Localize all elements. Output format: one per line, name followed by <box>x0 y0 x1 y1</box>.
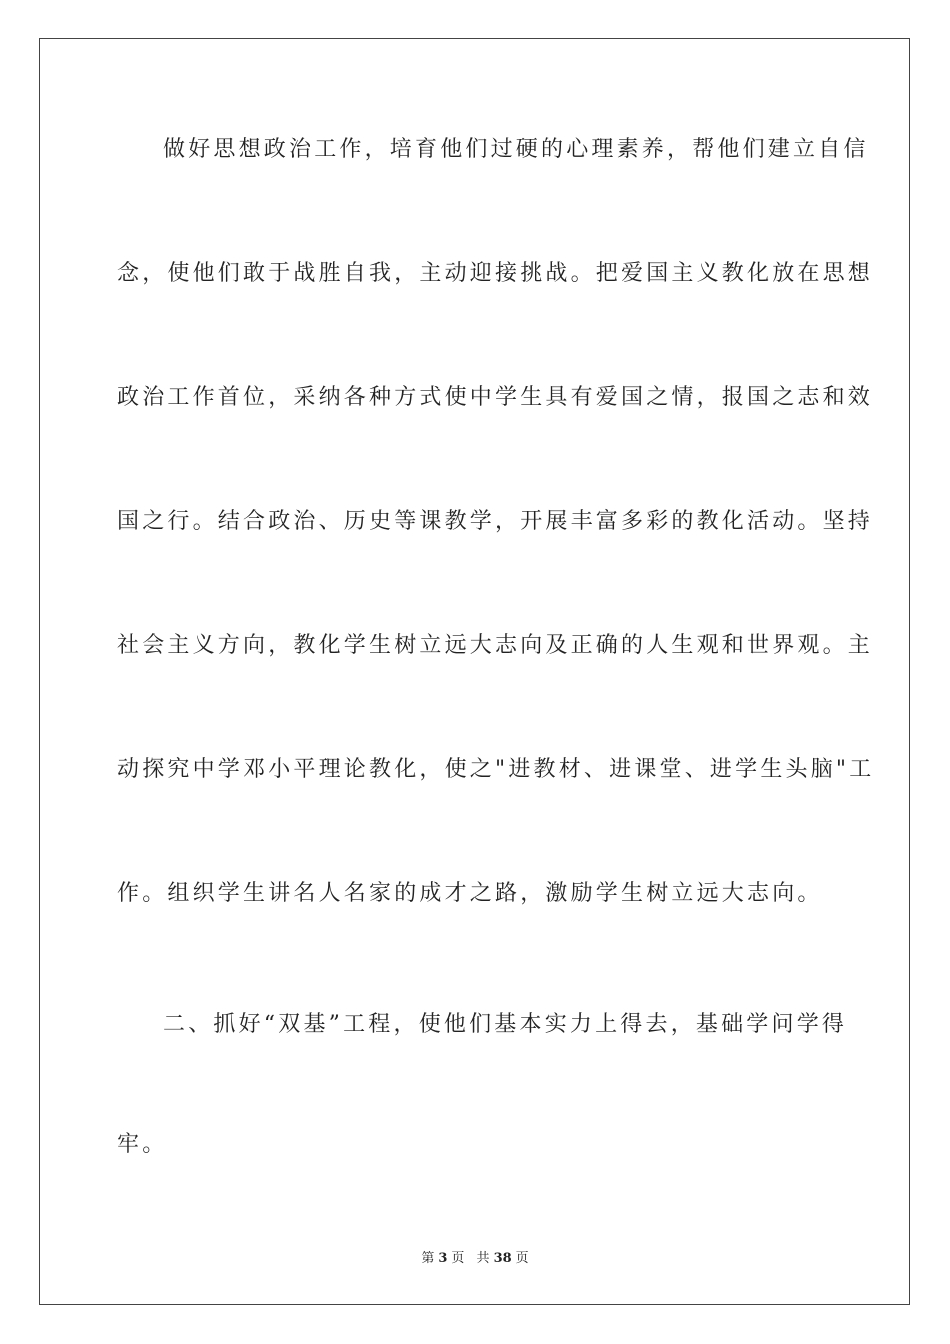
page-label: 第 3 页 <box>421 1251 465 1266</box>
paragraph-line: 动探究中学邓小平理论教化，使之"进教材、进课堂、进学生头脑"工 <box>117 757 875 782</box>
paragraph-line: 社会主义方向，教化学生树立远大志向及正确的人生观和世界观。主 <box>117 633 874 658</box>
total-pages-label: 共 38 页 <box>476 1251 529 1266</box>
total-pages-number: 38 <box>493 1251 512 1266</box>
page-border <box>39 38 910 1305</box>
paragraph-line: 念，使他们敢于战胜自我，主动迎接挑战。把爱国主义教化放在思想 <box>117 261 874 286</box>
paragraph-line: 政治工作首位，采纳各种方式使中学生具有爱国之情，报国之志和效 <box>117 385 874 410</box>
section-heading-line: 二、抓好“双基”工程，使他们基本实力上得去，基础学问学得 <box>163 1012 848 1037</box>
paragraph-line: 作。组织学生讲名人名家的成才之路，激励学生树立远大志向。 <box>117 881 823 906</box>
paragraph-line: 做好思想政治工作，培育他们过硬的心理素养，帮他们建立自信 <box>163 137 869 162</box>
page-footer <box>0 1247 950 1266</box>
paragraph-line: 牢。 <box>117 1132 168 1157</box>
current-page-number: 3 <box>438 1251 448 1266</box>
paragraph-line: 国之行。结合政治、历史等课教学，开展丰富多彩的教化活动。坚持 <box>117 509 874 534</box>
